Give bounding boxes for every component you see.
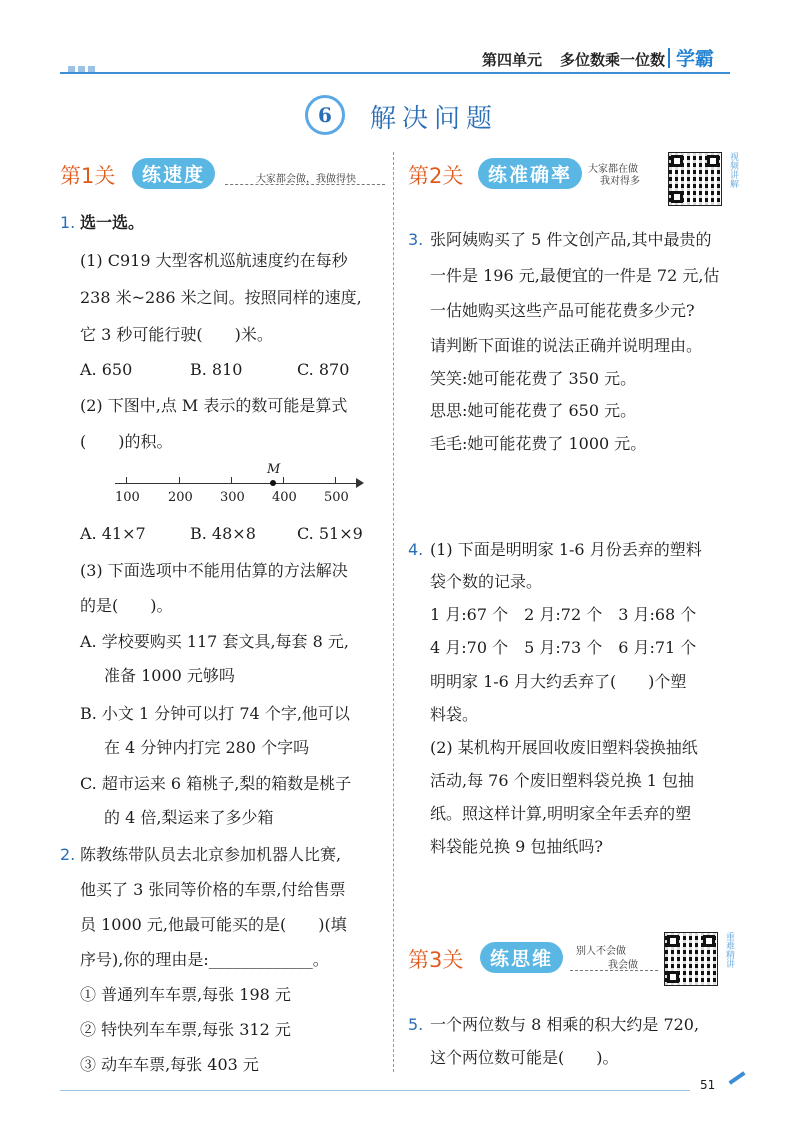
question-4-line-1: (1) 下面是明明家 1-6 月份丢弃的塑料 [430,540,702,559]
question-1-1-option-a: A. 650 [80,360,133,379]
question-4-line-2: 袋个数的记录。 [430,572,543,591]
qr-code-icon[interactable] [664,932,718,986]
header-decoration [68,58,98,77]
number-line-point-m [270,480,276,486]
section-2-pill: 练准确率 [478,158,582,189]
question-1-1-line-1: (1) C919 大型客机巡航速度约在每秒 [80,251,348,270]
question-1-3-line-2: 的是( )。 [80,596,173,615]
number-line-tick [335,477,336,483]
question-2-line-4: 序号),你的理由是:_____________。 [80,950,329,969]
number-line-label: 100 [115,490,140,505]
unit-label: 第四单元 [482,51,543,69]
question-1-1-option-c: C. 870 [297,360,350,379]
question-2-option-2: ② 特快列车车票,每张 312 元 [80,1020,291,1039]
question-2-line-3: 员 1000 元,他最可能买的是( )(填 [80,915,347,934]
question-3-statement-2: 思思:她可能花费了 650 元。 [430,401,637,420]
question-2-option-3: ③ 动车车票,每张 403 元 [80,1055,259,1074]
question-1-2-line-2: ( )的积。 [80,432,173,451]
qr-side-label: 视频讲解 [728,152,738,188]
question-3-line-4: 请判断下面谁的说法正确并说明理由。 [430,336,703,355]
question-3-line-3: 一估她购买这些产品可能花费多少元? [430,301,695,320]
question-4-line-7: 纸。照这样计算,明明家全年丢弃的塑 [430,804,692,823]
section-3-note-1: 别人不会做 [576,946,626,957]
section-2-note-2: 我对得多 [600,176,640,187]
header-separator [668,48,670,68]
number-line-label: 400 [272,490,297,505]
number-line-tick [231,477,232,483]
question-1-1-line-2: 238 米~286 米之间。按照同样的速度, [80,288,362,307]
pencil-icon [728,1071,745,1085]
lesson-number-badge: 6 [305,95,345,135]
number-line-tick [126,477,127,483]
question-4-record-row-2: 4 月:70 个 5 月:73 个 6 月:71 个 [430,638,697,657]
question-1-2-option-c: C. 51×9 [297,524,363,543]
question-3-number: 3. [408,230,424,249]
number-line-label: 200 [168,490,193,505]
question-4-line-6: 活动,每 76 个废旧塑料袋兑换 1 包抽 [430,771,694,790]
header-rule [60,72,730,74]
question-2-line-2: 他买了 3 张同等价格的车票,付给售票 [80,880,346,899]
question-1-3-option-a-2: 准备 1000 元够吗 [104,666,235,685]
question-2-number: 2. [60,845,76,864]
question-3-line-1: 张阿姨购买了 5 件文创产品,其中最贵的 [430,230,712,249]
page-title: 解决问题 [370,104,499,134]
section-1-pill: 练速度 [132,158,215,189]
column-divider [393,152,394,1072]
question-1-1-option-b: B. 810 [190,360,243,379]
number-line-tick [283,477,284,483]
question-3-statement-1: 笑笑:她可能花费了 350 元。 [430,369,637,388]
section-1-underline [225,184,385,185]
question-1-title: 选一选。 [80,213,145,232]
question-1-2-line-1: (2) 下图中,点 M 表示的数可能是算式 [80,396,348,415]
section-3-label: 第3关 [408,948,464,972]
question-3-line-2: 一件是 196 元,最便宜的一件是 72 元,估 [430,266,720,285]
question-5-line-2: 这个两位数可能是( )。 [430,1048,619,1067]
number-line-tick [179,477,180,483]
number-line-point-label: M [267,462,281,477]
number-line-axis [115,483,360,484]
section-3-note-2: 我会做 [608,960,638,971]
section-1-note: 大家都会做，我做得快 [256,174,356,185]
number-line-label: 500 [324,490,349,505]
qr-code-icon[interactable] [668,152,722,206]
footer-rule [60,1090,690,1091]
question-1-1-line-3: 它 3 秒可能行驶( )米。 [80,325,273,344]
question-1-2-option-b: B. 48×8 [190,524,256,543]
section-3-underline [570,970,658,971]
question-4-number: 4. [408,540,424,559]
question-5-number: 5. [408,1015,424,1034]
question-1-3-option-b-2: 在 4 分钟内打完 280 个字吗 [104,738,310,757]
question-4-line-8: 料袋能兑换 9 包抽纸吗? [430,837,603,856]
brand-logo: 学霸 [676,48,715,70]
question-4-record-row-1: 1 月:67 个 2 月:72 个 3 月:68 个 [430,605,697,624]
question-2-line-1: 陈教练带队员去北京参加机器人比赛, [80,845,342,864]
question-2-option-1: ① 普通列车车票,每张 198 元 [80,985,291,1004]
question-1-3-line-1: (3) 下面选项中不能用估算的方法解决 [80,561,348,580]
question-1-3-option-a-1: A. 学校要购买 117 套文具,每套 8 元, [80,632,349,651]
question-1-3-option-b-1: B. 小文 1 分钟可以打 74 个字,他可以 [80,704,350,723]
question-1-number: 1. [60,213,76,232]
section-1-label: 第1关 [60,164,116,188]
question-4-line-4: 料袋。 [430,705,479,724]
page-number: 51 [700,1078,716,1092]
question-5-line-1: 一个两位数与 8 相乘的积大约是 720, [430,1015,700,1034]
section-3-pill: 练思维 [480,942,563,973]
question-4-line-3: 明明家 1-6 月大约丢弃了( )个塑 [430,672,687,691]
number-line-arrow [356,478,364,488]
question-1-3-option-c-2: 的 4 倍,梨运来了多少箱 [104,808,274,827]
section-2-note-1: 大家都在做 [588,164,638,175]
question-1-3-option-c-1: C. 超市运来 6 箱桃子,梨的箱数是桃子 [80,774,352,793]
qr-side-label: 重难精讲 [724,932,734,968]
question-4-line-5: (2) 某机构开展回收废旧塑料袋换抽纸 [430,738,698,757]
number-line-label: 300 [220,490,245,505]
question-1-2-option-a: A. 41×7 [80,524,146,543]
topic-label: 多位数乘一位数 [560,51,666,69]
question-3-statement-3: 毛毛:她可能花费了 1000 元。 [430,434,647,453]
section-2-label: 第2关 [408,164,464,188]
